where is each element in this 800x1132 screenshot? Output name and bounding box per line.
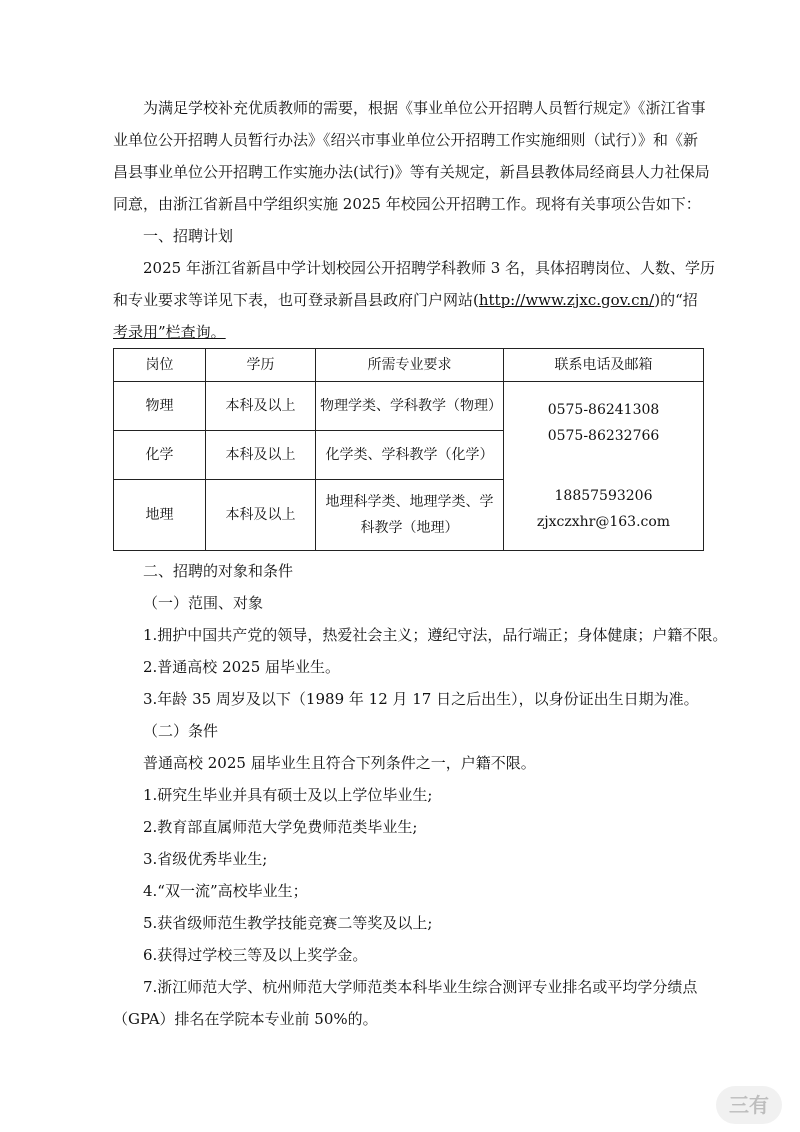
recruitment-table xyxy=(113,348,704,551)
contact-phone-1: 0575-86241308 xyxy=(547,402,660,418)
header-post: 岗位 xyxy=(114,349,206,382)
document-page xyxy=(113,92,728,1035)
intro-line-4: 同意，由浙江省新昌中学组织实施 2025 年校园公开招聘工作。现将有关事项公告如下： xyxy=(113,195,701,213)
list-item: 1.拥护中国共产党的领导，热爱社会主义；遵纪守法，品行端正；身体健康；户籍不限。 xyxy=(143,626,728,644)
section1-line-1: 2025 年浙江省新昌中学计划校园公开招聘学科教师 3 名，具体招聘岗位、人数、学历 xyxy=(143,259,716,277)
watermark-logo: 三有 xyxy=(716,1086,782,1124)
conditions-intro: 普通高校 2025 届毕业生且符合下列条件之一，户籍不限。 xyxy=(143,754,536,772)
header-major: 所需专业要求 xyxy=(316,349,504,382)
list-item-continued: （GPA）排名在学院本专业前 50%的。 xyxy=(113,1010,378,1028)
cell-post: 物理 xyxy=(114,382,206,431)
intro-line-1: 为满足学校补充优质教师的需要，根据《事业单位公开招聘人员暂行规定》《浙江省事 xyxy=(143,99,706,117)
cell-post: 化学 xyxy=(114,431,206,480)
section1-line-2-pre: 和专业要求等详见下表，也可登录新昌县政府门户网站( xyxy=(113,291,479,309)
list-item: 2.普通高校 2025 届毕业生。 xyxy=(143,658,341,676)
cell-major: 化学类、学科教学（化学） xyxy=(316,431,504,480)
cell-contact xyxy=(504,382,704,551)
cell-major xyxy=(316,480,504,551)
contact-mobile: 18857593206 xyxy=(554,488,653,504)
cell-major-line-2: 科教学（地理） xyxy=(360,520,459,536)
gov-website-link[interactable]: http://www.zjxc.gov.cn/ xyxy=(478,291,655,309)
section2-sub1: （一）范围、对象 xyxy=(143,594,264,612)
table-row xyxy=(114,382,704,431)
contact-email: zjxczxhr@163.com xyxy=(536,514,671,530)
list-item: 7.浙江师范大学、杭州师范大学师范类本科毕业生综合测评专业排名或平均学分绩点 xyxy=(143,978,698,996)
intro-line-3: 昌县事业单位公开招聘工作实施办法(试行)》等有关规定，新昌县教体局经商县人力社保局 xyxy=(113,163,710,181)
section1-line-3: 考录用”栏查询。 xyxy=(113,323,226,341)
list-item: 1.研究生毕业并具有硕士及以上学位毕业生; xyxy=(143,786,433,804)
cell-education: 本科及以上 xyxy=(206,382,316,431)
cell-major: 物理学类、学科教学（物理） xyxy=(316,382,504,431)
section2-title: 二、招聘的对象和条件 xyxy=(143,562,294,580)
section1-line-2-post: )的“招 xyxy=(654,291,698,309)
list-item: 3.年龄 35 周岁及以下（1989 年 12 月 17 日之后出生），以身份证出生日期为准。 xyxy=(143,690,699,708)
list-item: 3.省级优秀毕业生; xyxy=(143,850,268,868)
section1-line-2 xyxy=(113,284,698,316)
list-item: 5.获省级师范生教学技能竞赛二等奖及以上; xyxy=(143,914,433,932)
contact-phone-2: 0575-86232766 xyxy=(547,428,660,444)
cell-education: 本科及以上 xyxy=(206,480,316,551)
list-item: 6.获得过学校三等及以上奖学金。 xyxy=(143,946,368,964)
cell-post: 地理 xyxy=(114,480,206,551)
header-contact: 联系电话及邮箱 xyxy=(504,349,704,382)
table-header-row xyxy=(114,349,704,382)
cell-education: 本科及以上 xyxy=(206,431,316,480)
list-item: 4.“双一流”高校毕业生； xyxy=(143,882,308,900)
list-item: 2.教育部直属师范大学免费师范类毕业生; xyxy=(143,818,418,836)
intro-line-2: 业单位公开招聘人员暂行办法》《绍兴市事业单位公开招聘工作实施细则（试行）》和《新 xyxy=(113,131,699,149)
contact-spacer xyxy=(508,449,699,483)
section2-sub2: （二）条件 xyxy=(143,722,219,740)
section1-title: 一、招聘计划 xyxy=(143,227,234,245)
header-education: 学历 xyxy=(206,349,316,382)
cell-major-line-1: 地理科学类、地理学类、学 xyxy=(325,494,494,510)
